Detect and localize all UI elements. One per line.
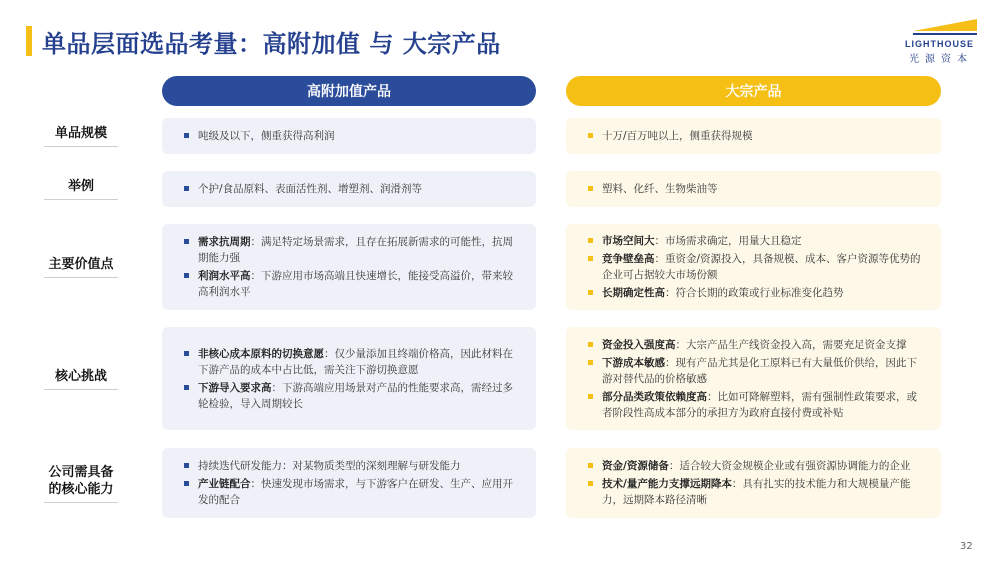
table-cell-left [162, 327, 536, 430]
item-keyword: 技术/量产能力支撑远期降本 [602, 478, 732, 490]
list-item [184, 234, 522, 266]
column-header-bulk: 大宗产品 [566, 76, 941, 106]
bullet-icon [588, 463, 593, 468]
list-item [184, 346, 522, 378]
list-item [184, 268, 522, 300]
list-item [588, 285, 927, 301]
item-keyword: 资金/资源储备 [602, 460, 669, 472]
item-text: ：下游高端应用场景对产品的性能要求高，需经过多轮检验，导入周期较长 [198, 381, 513, 410]
row-label-line: 举例 [67, 179, 94, 194]
list-item [184, 128, 522, 144]
table-cell-right [566, 224, 941, 310]
item-keyword: 部分品类政策依赖度高 [602, 390, 707, 403]
list-item [588, 181, 927, 197]
list-item [588, 251, 927, 283]
bullet-icon [588, 186, 593, 191]
row-label-underline [44, 199, 118, 200]
table-cell-left [162, 118, 536, 154]
logo-wordmark: LIGHTHOUSE [905, 39, 975, 49]
bullet-icon [184, 186, 189, 191]
row-label-underline [44, 502, 118, 503]
table-cell-right [566, 327, 941, 430]
bullet-icon [588, 238, 593, 243]
item-keyword: 下游成本敏感 [602, 356, 665, 369]
row-label-underline [44, 277, 118, 278]
item-keyword: 非核心成本原料的切换意愿 [198, 347, 324, 360]
logo-subtitle: 光源资本 [909, 54, 973, 65]
row-label-line: 核心挑战 [54, 368, 107, 384]
item-keyword: 市场空间大 [602, 235, 655, 247]
item-text: ：满足特定场景需求，且存在拓展新需求的可能性，抗周期能力强 [198, 236, 513, 264]
list-item [184, 380, 522, 412]
table-cell-right [566, 171, 941, 207]
item-keyword: 需求抗周期 [198, 236, 251, 248]
bullet-icon [184, 385, 189, 390]
list-item [588, 476, 927, 508]
table-cell-left [162, 171, 536, 207]
item-text: ：仅少量添加且终端价格高，因此材料在下游产品的成本中占比低，需关注下游切换意愿 [198, 347, 513, 376]
bullet-icon [588, 133, 593, 138]
item-text: 个护/食品原料、表面活性剂、增塑剂、润滑剂等 [198, 183, 423, 195]
item-text: ：现有产品尤其是化工原料已有大量低价供给，因此下游对替代品的价格敏感 [602, 356, 917, 385]
bullet-icon [184, 463, 189, 468]
list-item [588, 337, 927, 353]
item-text: ：比如可降解塑料，需有强制性政策要求，或者阶段性高成本部分的承担方为政府直接付费或补贴 [602, 390, 917, 419]
title-accent-bar [26, 26, 32, 56]
table-cell-left [162, 448, 536, 518]
row-label-underline [44, 389, 118, 390]
bullet-icon [184, 273, 189, 278]
bullet-icon [588, 342, 593, 347]
item-keyword: 长期确定性高 [602, 287, 665, 299]
bullet-icon [588, 360, 593, 365]
bullet-icon [184, 351, 189, 356]
list-item [184, 476, 522, 508]
item-text: ：适合较大资金规模企业或有强资源协调能力的企业 [668, 460, 911, 472]
table-cell-right [566, 448, 941, 518]
row-label-line: 的核心能力 [48, 481, 114, 497]
list-item [588, 389, 927, 421]
row-label [44, 327, 118, 430]
list-item [184, 458, 522, 474]
item-text: 持续迭代研发能力：对某物质类型的深刻理解与研发能力 [198, 460, 461, 472]
row-label-line: 公司需具备 [48, 464, 114, 480]
list-item [588, 458, 927, 474]
item-text: ：快速发现市场需求，与下游客户在研发、生产、应用开发的配合 [198, 478, 513, 506]
row-label-line: 单品规模 [54, 126, 107, 141]
bullet-icon [588, 256, 593, 261]
bullet-icon [184, 481, 189, 486]
item-text: ：市场需求确定，用量大且稳定 [654, 235, 802, 247]
lighthouse-logo [905, 19, 980, 63]
list-item [184, 181, 522, 197]
item-keyword: 下游导入要求高 [198, 381, 272, 394]
item-text: ：符合长期的政策或行业标准变化趋势 [665, 287, 844, 299]
item-keyword: 产业链配合 [198, 478, 251, 490]
bullet-icon [588, 394, 593, 399]
row-label [44, 118, 118, 154]
row-label-line: 主要价值点 [48, 257, 114, 272]
bullet-icon [184, 133, 189, 138]
list-item [588, 355, 927, 387]
item-text: ：大宗产品生产线资金投入高，需要充足资金支撑 [675, 338, 907, 351]
row-label [44, 448, 118, 518]
bullet-icon [184, 239, 189, 244]
row-label [44, 171, 118, 207]
lighthouse-logo-icon [905, 19, 980, 37]
table-cell-left [162, 224, 536, 310]
item-keyword: 利润水平高 [198, 270, 251, 282]
item-text: ：重资金/资源投入，具备规模、成本、客户资源等优势的企业可占据较大市场份额 [602, 253, 921, 281]
bullet-icon [588, 481, 593, 486]
list-item [588, 233, 927, 249]
row-label [44, 224, 118, 310]
item-keyword: 竞争壁垒高 [602, 253, 655, 265]
bullet-icon [588, 290, 593, 295]
item-text: 吨级及以下，侧重获得高利润 [198, 130, 335, 142]
item-text: ：具有扎实的技术能力和大规模量产能力，远期降本路径清晰 [602, 478, 911, 506]
page-number: 32 [960, 541, 973, 552]
item-text: 十万/百万吨以上，侧重获得规模 [602, 130, 753, 142]
item-text: ：下游应用市场高端且快速增长，能接受高溢价，带来较高利润水平 [198, 270, 513, 298]
page-title: 单品层面选品考量：高附加值 与 大宗产品 [42, 30, 501, 58]
list-item [588, 128, 927, 144]
item-keyword: 资金投入强度高 [602, 338, 676, 351]
table-cell-right [566, 118, 941, 154]
row-label-underline [44, 146, 118, 147]
column-header-high-value: 高附加值产品 [162, 76, 536, 106]
item-text: 塑料、化纤、生物柴油等 [602, 183, 718, 195]
